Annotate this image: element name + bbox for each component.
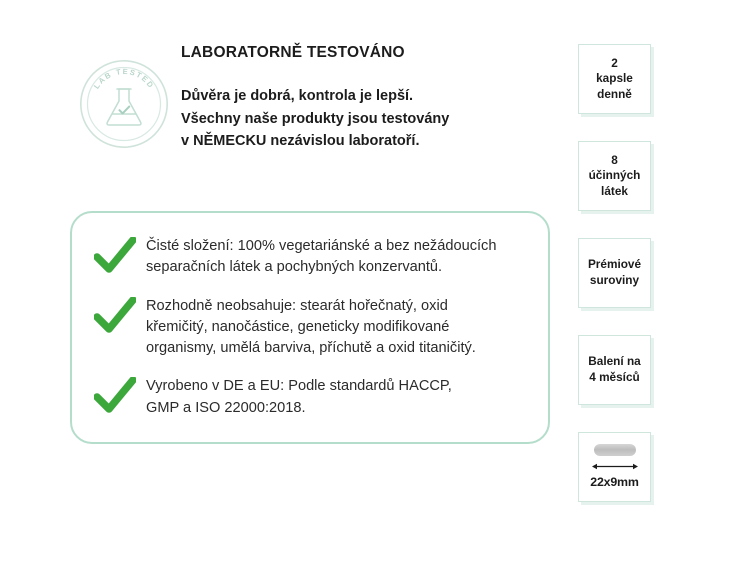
premium-line-1: Prémiové [587,257,642,272]
lab-tested-badge-icon [78,58,170,150]
ingredients-line-3: látek [601,183,628,198]
fact-box-active-ingredients-label [589,153,641,200]
capsule-size-text: 22x9mm [590,474,639,489]
list-item [94,233,534,279]
duration-line-1: Balení na [588,354,641,369]
fact-box-capsule-size [578,432,651,502]
check-icon [94,297,136,337]
list-item-text [146,233,496,279]
list-item-text [146,293,476,360]
check-icon [94,377,136,417]
claim-2-line-2: křemičitý, nanočástice, geneticky modifikované [146,318,450,335]
dosage-line-2: kapsle [596,71,633,86]
claims-card [70,211,550,444]
duration-line-2: 4 měsíců [589,370,640,384]
header-lead-line-1: Důvěra je dobrá, kontrola je lepší. [181,87,414,104]
premium-line-2: suroviny [589,273,640,287]
claim-2-line-1: Rozhodně neobsahuje: stearát hořečnatý, oxid [146,297,448,314]
fact-box-dosage [578,44,651,114]
svg-text:LAB TESTED [92,67,156,91]
badge-arc-text: LAB TESTED [91,66,157,91]
fact-box-rail [578,44,651,502]
dimension-arrow-icon [591,462,639,471]
lab-tested-badge [78,58,170,150]
dosage-line-3: denně [597,86,632,101]
claim-1-line-1: Čisté složení: 100% vegetariánské a bez nežádoucích [146,238,497,254]
fact-box-premium-raw-materials [578,238,651,308]
dosage-line-1: 2 [611,55,618,70]
header-lead-line-3: v NĚMECKU nezávislou laboratoří. [181,133,420,150]
header-lead [181,85,541,154]
header-block [181,44,541,153]
claim-3-line-2: GMP a ISO 22000:2018. [146,399,306,416]
header-lead-line-2: Všechny naše produkty jsou testovány [181,110,450,127]
fact-box-dosage-label [596,56,633,103]
ingredients-line-2: účinných [588,168,641,183]
list-item [94,373,534,419]
page-title: LABORATORNĚ TESTOVÁNO [181,44,405,61]
fact-box-active-ingredients [578,141,651,211]
fact-box-premium-label [588,257,641,288]
claims-list [94,233,534,419]
fact-box-capsule-size-label [590,474,638,490]
claim-1-line-2: separačních látek a pochybných konzervantů. [146,259,443,276]
ingredients-line-1: 8 [611,152,618,167]
capsule-icon [594,444,636,456]
fact-box-package-duration [578,335,651,405]
badge-check-icon [120,107,130,114]
claim-3-line-1: Vyrobeno v DE a EU: Podle standardů HACCP, [146,378,452,395]
list-item-text [146,373,452,419]
fact-box-duration-label [588,354,640,385]
list-item [94,293,534,360]
check-icon [94,237,136,277]
claim-2-line-3: organismy, umělá barviva, příchutě a oxid titaničitý. [146,340,476,357]
